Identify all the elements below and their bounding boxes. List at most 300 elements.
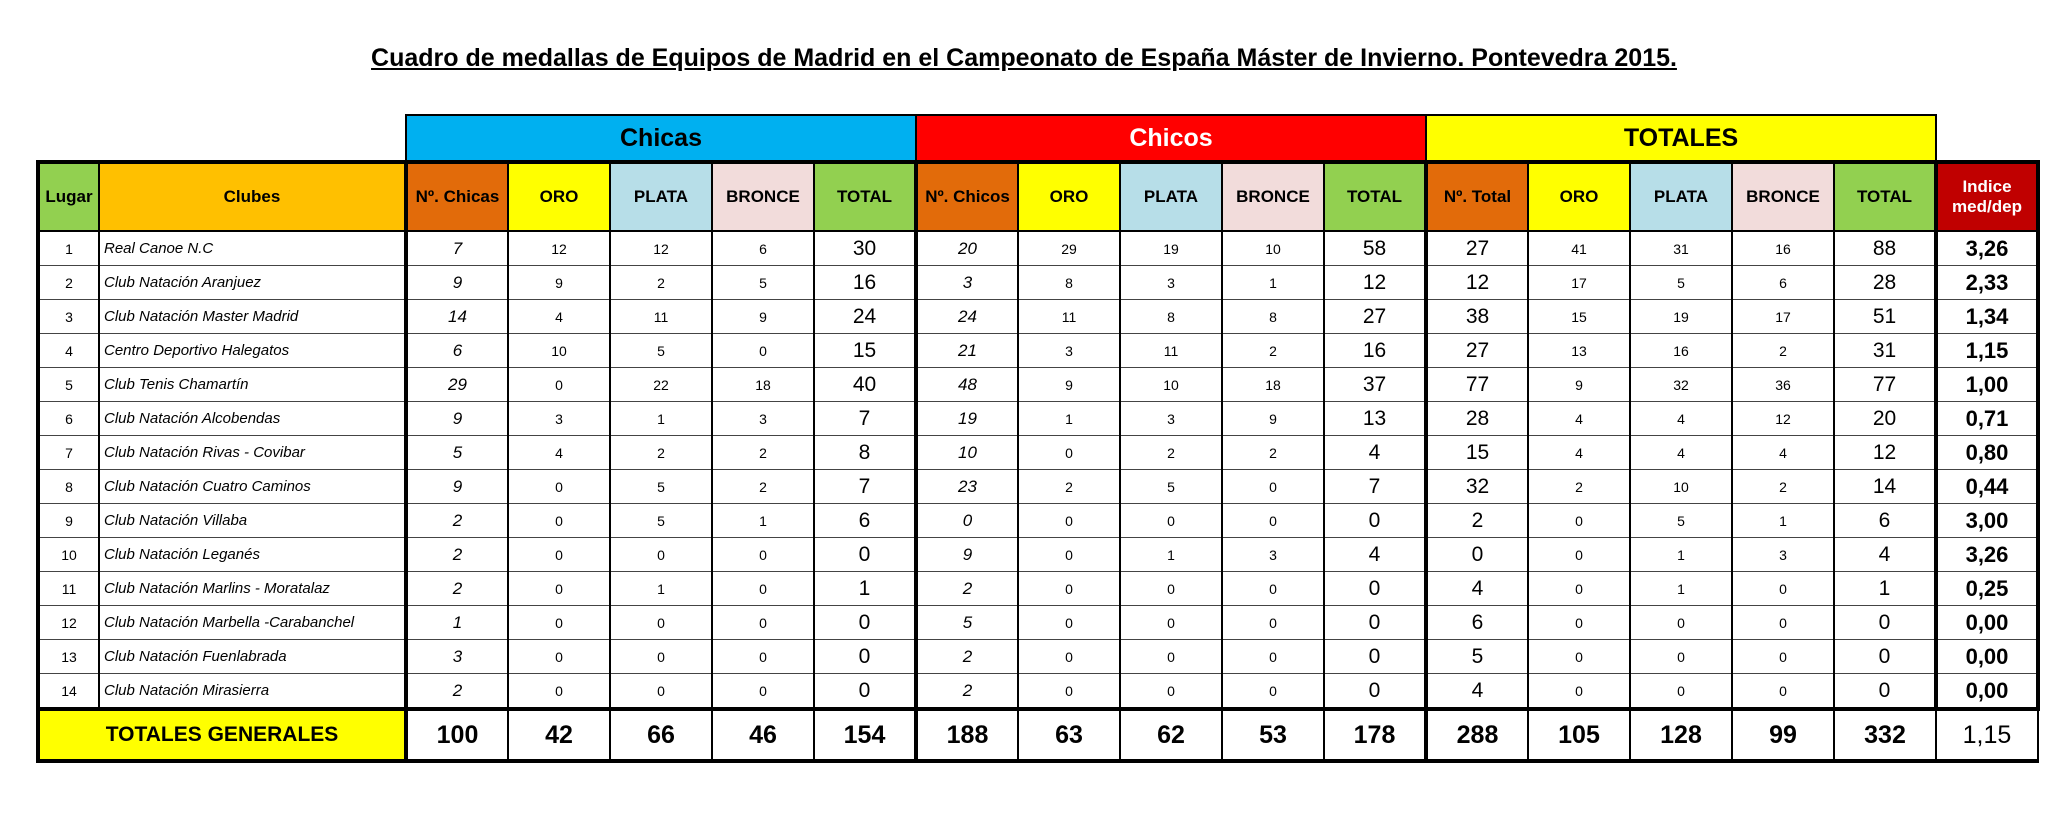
cell-totales-oro: 4 <box>1528 402 1630 436</box>
cell-chicas-total: 16 <box>814 266 916 300</box>
cell-indice: 2,33 <box>1936 266 2038 300</box>
cell-chicas-oro: 0 <box>508 640 610 674</box>
cell-totales-count: 4 <box>1426 674 1528 710</box>
totals-totales-bronce: 99 <box>1732 709 1834 761</box>
totals-row <box>38 709 2038 761</box>
totals-chicos-total: 178 <box>1324 709 1426 761</box>
header-chicas-bronce: BRONCE <box>712 162 814 231</box>
cell-totales-oro: 0 <box>1528 504 1630 538</box>
cell-indice: 3,26 <box>1936 231 2038 266</box>
header-chicos-plata: PLATA <box>1120 162 1222 231</box>
cell-chicas-plata: 12 <box>610 231 712 266</box>
cell-chicos-bronce: 0 <box>1222 674 1324 710</box>
header-chicos-total: TOTAL <box>1324 162 1426 231</box>
cell-chicas-count: 2 <box>406 504 508 538</box>
cell-chicas-total: 0 <box>814 606 916 640</box>
cell-chicas-count: 14 <box>406 300 508 334</box>
cell-lugar: 12 <box>38 606 99 640</box>
cell-chicas-bronce: 2 <box>712 470 814 504</box>
cell-indice: 0,00 <box>1936 674 2038 710</box>
cell-chicos-count: 23 <box>916 470 1018 504</box>
cell-lugar: 8 <box>38 470 99 504</box>
cell-lugar: 11 <box>38 572 99 606</box>
cell-lugar: 6 <box>38 402 99 436</box>
totals-totales-plata: 128 <box>1630 709 1732 761</box>
table-row <box>38 334 2038 368</box>
cell-chicas-count: 2 <box>406 538 508 572</box>
cell-chicas-count: 29 <box>406 368 508 402</box>
cell-chicos-plata: 19 <box>1120 231 1222 266</box>
cell-totales-oro: 4 <box>1528 436 1630 470</box>
cell-chicos-oro: 1 <box>1018 402 1120 436</box>
cell-totales-count: 27 <box>1426 231 1528 266</box>
cell-lugar: 4 <box>38 334 99 368</box>
cell-totales-bronce: 4 <box>1732 436 1834 470</box>
header-n-chicas: Nº. Chicas <box>406 162 508 231</box>
cell-totales-total: 0 <box>1834 674 1936 710</box>
cell-chicos-total: 4 <box>1324 538 1426 572</box>
cell-chicas-oro: 0 <box>508 470 610 504</box>
cell-chicas-plata: 22 <box>610 368 712 402</box>
cell-chicas-total: 1 <box>814 572 916 606</box>
cell-totales-count: 4 <box>1426 572 1528 606</box>
totals-chicas-oro: 42 <box>508 709 610 761</box>
cell-chicos-plata: 3 <box>1120 266 1222 300</box>
totals-chicas-total: 154 <box>814 709 916 761</box>
cell-indice: 0,44 <box>1936 470 2038 504</box>
cell-chicas-bronce: 5 <box>712 266 814 300</box>
cell-chicas-count: 6 <box>406 334 508 368</box>
cell-chicas-total: 8 <box>814 436 916 470</box>
cell-chicos-bronce: 0 <box>1222 640 1324 674</box>
cell-totales-total: 0 <box>1834 606 1936 640</box>
cell-totales-total: 14 <box>1834 470 1936 504</box>
cell-chicas-oro: 12 <box>508 231 610 266</box>
cell-chicas-bronce: 9 <box>712 300 814 334</box>
cell-totales-bronce: 0 <box>1732 572 1834 606</box>
totals-chicas-bronce: 46 <box>712 709 814 761</box>
cell-chicas-plata: 5 <box>610 470 712 504</box>
cell-chicas-count: 9 <box>406 266 508 300</box>
cell-chicos-count: 0 <box>916 504 1018 538</box>
header-chicos-bronce: BRONCE <box>1222 162 1324 231</box>
cell-chicos-total: 0 <box>1324 674 1426 710</box>
cell-chicos-total: 13 <box>1324 402 1426 436</box>
cell-chicos-plata: 11 <box>1120 334 1222 368</box>
cell-totales-plata: 1 <box>1630 572 1732 606</box>
cell-chicas-total: 6 <box>814 504 916 538</box>
cell-totales-bronce: 36 <box>1732 368 1834 402</box>
cell-chicos-total: 37 <box>1324 368 1426 402</box>
cell-totales-total: 12 <box>1834 436 1936 470</box>
header-n-total: Nº. Total <box>1426 162 1528 231</box>
cell-chicos-bronce: 10 <box>1222 231 1324 266</box>
cell-chicos-oro: 11 <box>1018 300 1120 334</box>
cell-chicos-total: 0 <box>1324 504 1426 538</box>
table-row <box>38 231 2038 266</box>
cell-chicas-oro: 4 <box>508 436 610 470</box>
cell-chicas-count: 1 <box>406 606 508 640</box>
cell-chicas-bronce: 0 <box>712 334 814 368</box>
cell-chicos-count: 19 <box>916 402 1018 436</box>
cell-chicas-plata: 1 <box>610 572 712 606</box>
table-row <box>38 640 2038 674</box>
cell-chicos-oro: 9 <box>1018 368 1120 402</box>
cell-club: Club Natación Aranjuez <box>99 266 406 300</box>
cell-chicos-bronce: 1 <box>1222 266 1324 300</box>
cell-indice: 1,00 <box>1936 368 2038 402</box>
cell-chicas-total: 40 <box>814 368 916 402</box>
group-totales: TOTALES <box>1426 115 1936 162</box>
document-title: Cuadro de medallas de Equipos de Madrid en el Campeonato de España Máster de Invierno. Pontevedra 2015. <box>371 44 1677 72</box>
totals-chicos-count: 188 <box>916 709 1018 761</box>
cell-chicos-count: 10 <box>916 436 1018 470</box>
cell-totales-oro: 17 <box>1528 266 1630 300</box>
column-header-row <box>38 162 2038 231</box>
cell-totales-plata: 19 <box>1630 300 1732 334</box>
cell-chicos-bronce: 2 <box>1222 436 1324 470</box>
cell-chicas-plata: 11 <box>610 300 712 334</box>
cell-totales-total: 4 <box>1834 538 1936 572</box>
cell-totales-total: 6 <box>1834 504 1936 538</box>
cell-chicos-count: 20 <box>916 231 1018 266</box>
cell-club: Centro Deportivo Halegatos <box>99 334 406 368</box>
cell-totales-total: 77 <box>1834 368 1936 402</box>
cell-chicas-plata: 2 <box>610 266 712 300</box>
cell-club: Club Natación Villaba <box>99 504 406 538</box>
totals-label: TOTALES GENERALES <box>38 709 406 761</box>
cell-club: Club Natación Leganés <box>99 538 406 572</box>
cell-totales-oro: 9 <box>1528 368 1630 402</box>
cell-chicos-oro: 0 <box>1018 538 1120 572</box>
cell-lugar: 7 <box>38 436 99 470</box>
cell-totales-count: 12 <box>1426 266 1528 300</box>
cell-indice: 0,71 <box>1936 402 2038 436</box>
cell-chicas-total: 0 <box>814 640 916 674</box>
cell-chicos-oro: 0 <box>1018 606 1120 640</box>
cell-club: Club Natación Marlins - Moratalaz <box>99 572 406 606</box>
table-row <box>38 436 2038 470</box>
table-row <box>38 470 2038 504</box>
totals-chicos-bronce: 53 <box>1222 709 1324 761</box>
cell-totales-count: 5 <box>1426 640 1528 674</box>
cell-totales-oro: 15 <box>1528 300 1630 334</box>
cell-chicas-oro: 3 <box>508 402 610 436</box>
cell-chicos-count: 48 <box>916 368 1018 402</box>
cell-chicas-total: 15 <box>814 334 916 368</box>
cell-chicas-plata: 5 <box>610 504 712 538</box>
medal-table-wrapper <box>36 114 2040 763</box>
cell-club: Club Natación Alcobendas <box>99 402 406 436</box>
cell-totales-plata: 5 <box>1630 266 1732 300</box>
cell-chicas-count: 5 <box>406 436 508 470</box>
table-row <box>38 266 2038 300</box>
header-chicos-oro: ORO <box>1018 162 1120 231</box>
cell-lugar: 13 <box>38 640 99 674</box>
cell-chicos-plata: 8 <box>1120 300 1222 334</box>
cell-chicas-bronce: 6 <box>712 231 814 266</box>
cell-chicas-count: 7 <box>406 231 508 266</box>
cell-club: Club Natación Master Madrid <box>99 300 406 334</box>
cell-chicas-oro: 4 <box>508 300 610 334</box>
cell-chicos-total: 16 <box>1324 334 1426 368</box>
cell-lugar: 9 <box>38 504 99 538</box>
cell-chicas-bronce: 2 <box>712 436 814 470</box>
cell-chicas-plata: 5 <box>610 334 712 368</box>
cell-chicos-count: 2 <box>916 674 1018 710</box>
cell-chicos-bronce: 8 <box>1222 300 1324 334</box>
table-row <box>38 368 2038 402</box>
cell-chicos-total: 27 <box>1324 300 1426 334</box>
cell-chicas-oro: 0 <box>508 674 610 710</box>
cell-chicos-count: 2 <box>916 572 1018 606</box>
empty-corner <box>38 115 406 162</box>
cell-totales-bronce: 0 <box>1732 674 1834 710</box>
cell-chicos-oro: 0 <box>1018 640 1120 674</box>
header-indice: Indice med/dep <box>1936 162 2038 231</box>
table-row <box>38 402 2038 436</box>
header-clubes: Clubes <box>99 162 406 231</box>
header-chicas-plata: PLATA <box>610 162 712 231</box>
table-row <box>38 300 2038 334</box>
cell-chicos-bronce: 0 <box>1222 606 1324 640</box>
cell-totales-plata: 0 <box>1630 674 1732 710</box>
totals-chicos-oro: 63 <box>1018 709 1120 761</box>
cell-chicas-plata: 0 <box>610 538 712 572</box>
cell-chicos-count: 3 <box>916 266 1018 300</box>
header-chicas-oro: ORO <box>508 162 610 231</box>
cell-totales-count: 27 <box>1426 334 1528 368</box>
cell-totales-bronce: 12 <box>1732 402 1834 436</box>
cell-chicas-count: 2 <box>406 572 508 606</box>
cell-chicas-count: 2 <box>406 674 508 710</box>
cell-chicas-oro: 0 <box>508 538 610 572</box>
cell-chicas-total: 24 <box>814 300 916 334</box>
cell-chicas-bronce: 0 <box>712 538 814 572</box>
cell-club: Club Natación Fuenlabrada <box>99 640 406 674</box>
cell-indice: 0,00 <box>1936 640 2038 674</box>
cell-chicos-count: 2 <box>916 640 1018 674</box>
cell-totales-plata: 4 <box>1630 436 1732 470</box>
cell-totales-plata: 0 <box>1630 606 1732 640</box>
cell-lugar: 5 <box>38 368 99 402</box>
cell-chicos-plata: 0 <box>1120 572 1222 606</box>
cell-chicos-total: 4 <box>1324 436 1426 470</box>
header-lugar: Lugar <box>38 162 99 231</box>
cell-totales-oro: 2 <box>1528 470 1630 504</box>
cell-totales-bronce: 3 <box>1732 538 1834 572</box>
cell-totales-oro: 41 <box>1528 231 1630 266</box>
cell-totales-plata: 16 <box>1630 334 1732 368</box>
cell-chicas-count: 9 <box>406 402 508 436</box>
cell-chicas-plata: 0 <box>610 640 712 674</box>
cell-chicos-plata: 10 <box>1120 368 1222 402</box>
cell-totales-oro: 0 <box>1528 674 1630 710</box>
cell-totales-bronce: 16 <box>1732 231 1834 266</box>
cell-indice: 1,34 <box>1936 300 2038 334</box>
cell-totales-bronce: 2 <box>1732 470 1834 504</box>
cell-chicos-plata: 5 <box>1120 470 1222 504</box>
cell-chicos-bronce: 0 <box>1222 504 1324 538</box>
header-totales-plata: PLATA <box>1630 162 1732 231</box>
cell-indice: 0,00 <box>1936 606 2038 640</box>
cell-lugar: 2 <box>38 266 99 300</box>
cell-chicos-count: 24 <box>916 300 1018 334</box>
cell-chicas-plata: 1 <box>610 402 712 436</box>
cell-chicos-oro: 8 <box>1018 266 1120 300</box>
header-totales-bronce: BRONCE <box>1732 162 1834 231</box>
cell-totales-count: 15 <box>1426 436 1528 470</box>
cell-totales-bronce: 6 <box>1732 266 1834 300</box>
cell-chicos-count: 9 <box>916 538 1018 572</box>
cell-chicas-bronce: 0 <box>712 606 814 640</box>
cell-chicas-oro: 10 <box>508 334 610 368</box>
cell-chicas-total: 7 <box>814 470 916 504</box>
totals-totales-count: 288 <box>1426 709 1528 761</box>
cell-chicas-bronce: 3 <box>712 402 814 436</box>
cell-chicos-total: 58 <box>1324 231 1426 266</box>
cell-lugar: 14 <box>38 674 99 710</box>
cell-chicos-oro: 0 <box>1018 674 1120 710</box>
cell-totales-plata: 5 <box>1630 504 1732 538</box>
cell-chicos-plata: 0 <box>1120 504 1222 538</box>
cell-chicos-total: 12 <box>1324 266 1426 300</box>
cell-chicas-total: 7 <box>814 402 916 436</box>
cell-chicos-bronce: 3 <box>1222 538 1324 572</box>
table-row <box>38 504 2038 538</box>
totals-chicas-count: 100 <box>406 709 508 761</box>
totals-chicos-plata: 62 <box>1120 709 1222 761</box>
cell-chicas-oro: 9 <box>508 266 610 300</box>
cell-chicas-total: 30 <box>814 231 916 266</box>
cell-chicos-total: 0 <box>1324 572 1426 606</box>
cell-lugar: 1 <box>38 231 99 266</box>
cell-totales-total: 28 <box>1834 266 1936 300</box>
cell-chicos-oro: 2 <box>1018 470 1120 504</box>
cell-chicas-count: 3 <box>406 640 508 674</box>
cell-chicas-bronce: 0 <box>712 572 814 606</box>
cell-chicos-oro: 3 <box>1018 334 1120 368</box>
cell-chicas-oro: 0 <box>508 504 610 538</box>
cell-totales-count: 38 <box>1426 300 1528 334</box>
cell-lugar: 10 <box>38 538 99 572</box>
cell-totales-oro: 0 <box>1528 606 1630 640</box>
cell-totales-oro: 0 <box>1528 572 1630 606</box>
cell-totales-oro: 13 <box>1528 334 1630 368</box>
cell-totales-plata: 0 <box>1630 640 1732 674</box>
cell-chicas-bronce: 1 <box>712 504 814 538</box>
cell-chicas-oro: 0 <box>508 606 610 640</box>
table-row <box>38 572 2038 606</box>
cell-chicos-plata: 0 <box>1120 674 1222 710</box>
cell-totales-bronce: 0 <box>1732 606 1834 640</box>
cell-chicos-plata: 2 <box>1120 436 1222 470</box>
cell-totales-count: 77 <box>1426 368 1528 402</box>
table-row <box>38 538 2038 572</box>
cell-chicas-count: 9 <box>406 470 508 504</box>
cell-chicos-oro: 0 <box>1018 504 1120 538</box>
cell-totales-count: 0 <box>1426 538 1528 572</box>
cell-club: Club Natación Rivas - Covibar <box>99 436 406 470</box>
cell-lugar: 3 <box>38 300 99 334</box>
cell-club: Club Tenis Chamartín <box>99 368 406 402</box>
cell-totales-bronce: 17 <box>1732 300 1834 334</box>
cell-chicos-count: 5 <box>916 606 1018 640</box>
cell-chicos-oro: 29 <box>1018 231 1120 266</box>
cell-indice: 3,00 <box>1936 504 2038 538</box>
cell-chicos-oro: 0 <box>1018 436 1120 470</box>
cell-chicas-plata: 0 <box>610 606 712 640</box>
cell-indice: 3,26 <box>1936 538 2038 572</box>
cell-indice: 0,25 <box>1936 572 2038 606</box>
cell-club: Club Natación Cuatro Caminos <box>99 470 406 504</box>
cell-chicos-bronce: 2 <box>1222 334 1324 368</box>
cell-chicas-total: 0 <box>814 538 916 572</box>
cell-chicos-plata: 0 <box>1120 640 1222 674</box>
cell-chicos-plata: 3 <box>1120 402 1222 436</box>
header-n-chicos: Nº. Chicos <box>916 162 1018 231</box>
cell-totales-count: 6 <box>1426 606 1528 640</box>
cell-chicos-plata: 1 <box>1120 538 1222 572</box>
cell-totales-total: 31 <box>1834 334 1936 368</box>
cell-totales-bronce: 1 <box>1732 504 1834 538</box>
cell-totales-count: 32 <box>1426 470 1528 504</box>
cell-totales-total: 20 <box>1834 402 1936 436</box>
header-totales-oro: ORO <box>1528 162 1630 231</box>
cell-totales-count: 28 <box>1426 402 1528 436</box>
medal-table <box>36 114 2040 763</box>
cell-totales-plata: 1 <box>1630 538 1732 572</box>
totals-totales-total: 332 <box>1834 709 1936 761</box>
cell-club: Club Natación Marbella -Carabanchel <box>99 606 406 640</box>
cell-chicos-plata: 0 <box>1120 606 1222 640</box>
cell-chicos-bronce: 18 <box>1222 368 1324 402</box>
cell-totales-plata: 32 <box>1630 368 1732 402</box>
totals-chicas-plata: 66 <box>610 709 712 761</box>
cell-club: Real Canoe N.C <box>99 231 406 266</box>
cell-totales-bronce: 2 <box>1732 334 1834 368</box>
cell-chicas-plata: 2 <box>610 436 712 470</box>
cell-chicos-bronce: 0 <box>1222 470 1324 504</box>
cell-club: Club Natación Mirasierra <box>99 674 406 710</box>
cell-totales-plata: 4 <box>1630 402 1732 436</box>
totals-totales-oro: 105 <box>1528 709 1630 761</box>
cell-indice: 0,80 <box>1936 436 2038 470</box>
cell-totales-total: 88 <box>1834 231 1936 266</box>
cell-totales-total: 0 <box>1834 640 1936 674</box>
header-chicas-total: TOTAL <box>814 162 916 231</box>
group-header-row <box>38 115 2038 162</box>
cell-chicas-plata: 0 <box>610 674 712 710</box>
cell-chicos-oro: 0 <box>1018 572 1120 606</box>
table-row <box>38 606 2038 640</box>
cell-chicos-bronce: 0 <box>1222 572 1324 606</box>
cell-totales-count: 2 <box>1426 504 1528 538</box>
cell-chicas-oro: 0 <box>508 572 610 606</box>
cell-totales-oro: 0 <box>1528 538 1630 572</box>
table-row <box>38 674 2038 710</box>
cell-chicos-total: 0 <box>1324 606 1426 640</box>
totals-indice: 1,15 <box>1936 709 2038 761</box>
cell-chicas-oro: 0 <box>508 368 610 402</box>
cell-chicas-total: 0 <box>814 674 916 710</box>
cell-chicos-bronce: 9 <box>1222 402 1324 436</box>
cell-chicos-count: 21 <box>916 334 1018 368</box>
cell-chicas-bronce: 0 <box>712 674 814 710</box>
cell-chicas-bronce: 0 <box>712 640 814 674</box>
cell-totales-plata: 31 <box>1630 231 1732 266</box>
cell-totales-plata: 10 <box>1630 470 1732 504</box>
